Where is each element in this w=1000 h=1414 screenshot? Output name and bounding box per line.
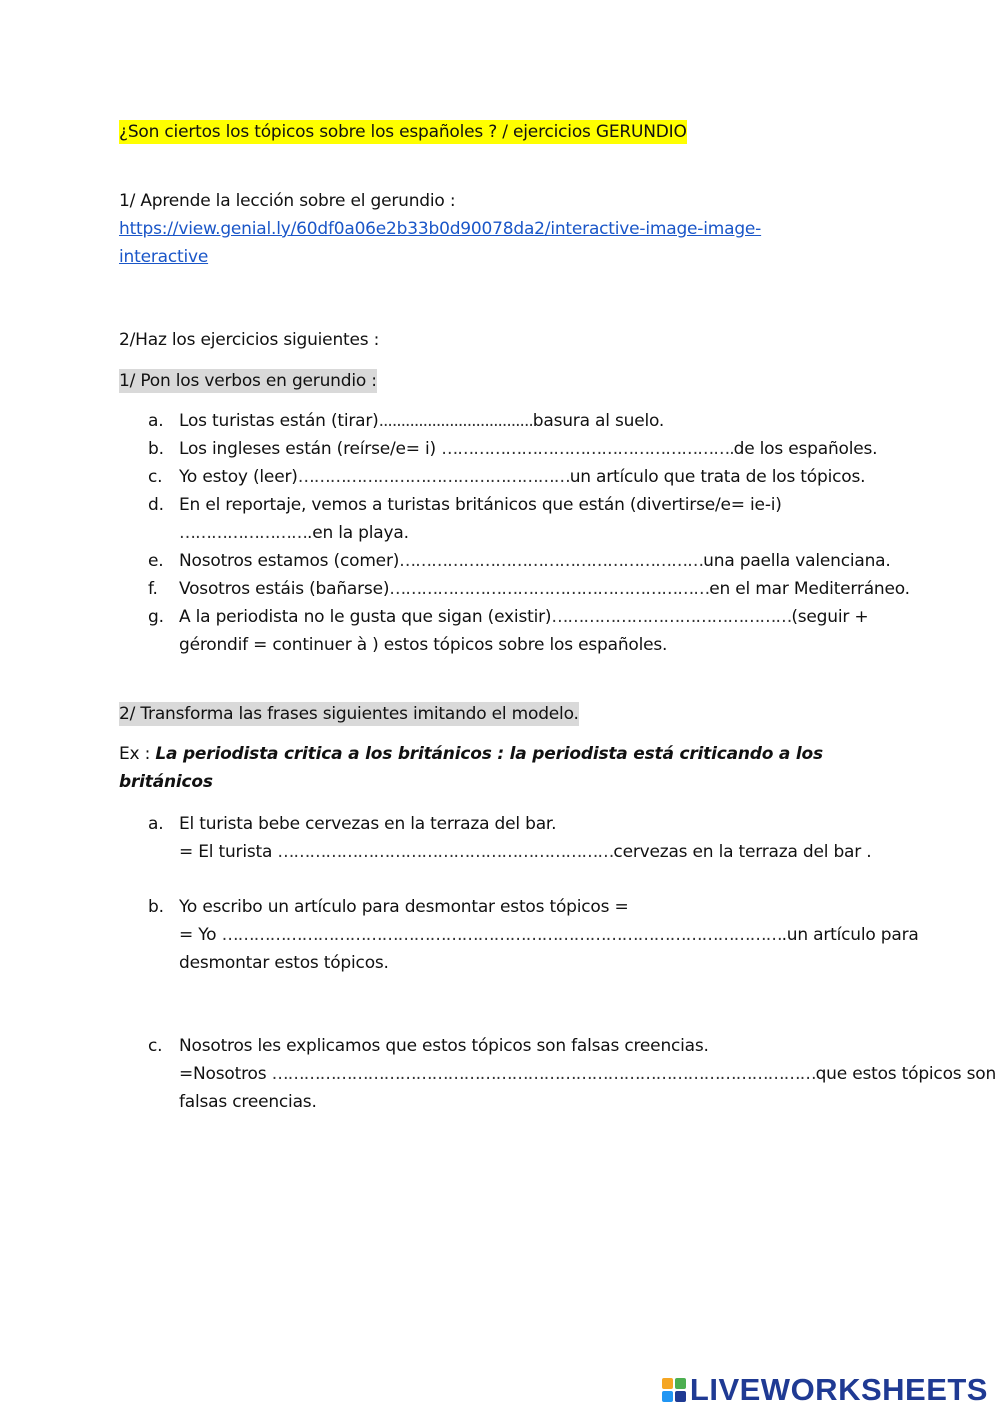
exercise1-item-f: f. Vosotros estáis (bañarse)……………………………………………………en el mar Mediterráneo.: [148, 579, 910, 599]
liveworksheets-logo: [662, 1372, 988, 1408]
lesson-link-line1[interactable]: [119, 215, 761, 243]
exercise1-heading: 1/ Pon los verbos en gerundio :: [119, 371, 377, 391]
exercise2-item-b-answer: = Yo …………………………………………………………………………………………….un artículo para: [179, 925, 919, 945]
exercise2-item-a: a. El turista bebe cervezas en la terraza del bar.: [148, 814, 557, 834]
exercise2-item-b: b. Yo escribo un artículo para desmontar estos tópicos =: [148, 897, 629, 917]
logo-square: [662, 1378, 673, 1389]
exercise2-item-c-continued: falsas creencias.: [179, 1092, 317, 1112]
exercise2-item-a-answer: = El turista ………………………………………………………cervezas en la terraza del bar .: [179, 842, 872, 862]
answer-blank[interactable]: ……………………………………………………………………………………………: [221, 925, 782, 945]
answer-blank[interactable]: ……………………: [179, 523, 307, 543]
example-line2: británicos: [119, 772, 213, 792]
worksheet-title: ¿Son ciertos los tópicos sobre los españoles ? / ejercicios GERUNDIO: [119, 122, 687, 142]
answer-blank[interactable]: ...................................: [378, 411, 533, 431]
exercise2-item-b-continued: desmontar estos tópicos.: [179, 953, 389, 973]
step1-text: 1/ Aprende la lección sobre el gerundio :: [119, 191, 456, 211]
exercise1-item-a: a. Los turistas están (tirar)...................................basura al suelo.: [148, 411, 665, 431]
lesson-link[interactable]: https://view.genial.ly/60df0a06e2b33b0d90078da2/interactive-image-image-: [119, 219, 762, 239]
answer-blank[interactable]: ……………………………………………………: [389, 579, 710, 599]
exercise1-item-d-continued: …………………….en la playa.: [179, 523, 409, 543]
liveworksheets-logo-icon: [662, 1378, 686, 1402]
exercise2-item-c-answer: =Nosotros …………………………………………………………………………………………que estos tópicos son: [179, 1064, 997, 1084]
answer-blank[interactable]: ……………………………………………: [297, 467, 570, 487]
answer-blank[interactable]: …………………………………………………: [399, 551, 704, 571]
answer-blank[interactable]: ……………………………………………….: [441, 439, 734, 459]
logo-square: [675, 1378, 686, 1389]
exercise2-heading: 2/ Transforma las frases siguientes imitando el modelo.: [119, 704, 579, 724]
answer-blank[interactable]: ………………………………………………………: [277, 842, 614, 862]
answer-blank[interactable]: …………………………………………………………………………………………: [271, 1064, 816, 1084]
exercise1-item-b: b. Los ingleses están (reírse/e= i) ……………………………………………….de los españoles.: [148, 439, 878, 459]
logo-square: [675, 1391, 686, 1402]
example-line1: Ex : La periodista critica a los británicos : la periodista está criticando a los: [119, 744, 823, 764]
lesson-link-line2[interactable]: [119, 243, 208, 271]
exercise1-item-g-continued: gérondif = continuer à ) estos tópicos sobre los españoles.: [179, 635, 668, 655]
liveworksheets-wordmark: LIVEWORKSHEETS: [689, 1372, 988, 1407]
exercise1-item-e: e. Nosotros estamos (comer)…………………………………………………una paella valenciana.: [148, 551, 891, 571]
exercise2-item-c: c. Nosotros les explicamos que estos tópicos son falsas creencias.: [148, 1036, 709, 1056]
exercise1-item-g: g. A la periodista no le gusta que sigan (existir)………………………………………(seguir +: [148, 607, 869, 627]
logo-square: [662, 1391, 673, 1402]
exercise1-item-c: c. Yo estoy (leer)……………………………………………un artículo que trata de los tópicos.: [148, 467, 866, 487]
exercise1-item-d: d. En el reportaje, vemos a turistas británicos que están (divertirse/e= ie-i): [148, 495, 782, 515]
answer-blank[interactable]: ………………………………………: [551, 607, 792, 627]
lesson-link-continued[interactable]: interactive: [119, 247, 209, 267]
step2-text: 2/Haz los ejercicios siguientes :: [119, 330, 380, 350]
